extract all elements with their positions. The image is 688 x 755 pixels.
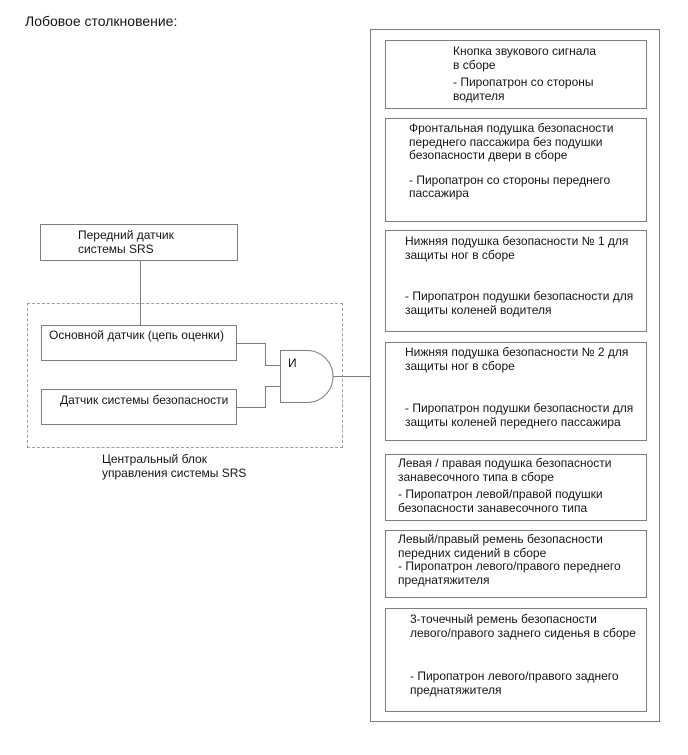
output-text-line: Левый/правый ремень безопасности [398,532,603,546]
output-text-line: защиты ног в сборе [405,358,515,373]
page-title: Лобовое столкновение: [25,13,178,29]
output-text-line: водителя [453,88,505,103]
output-text-line: Левая / правая подушка безопасности [398,456,612,470]
front-sensor-label-line: системы SRS [78,241,154,256]
output-box-front-seat-belt-pretensioner [385,530,647,598]
output-text-line: Нижняя подушка безопасности № 1 для [405,234,629,248]
wire-gate-output [333,376,370,377]
output-text-line: переднего пассажира без подушки [409,134,603,149]
wire-main-sensor [265,343,266,366]
output-text-line: - Пиропатрон подушки безопасности для [405,401,634,415]
wire-safing-sensor [237,407,266,408]
output-text-line: - Пиропатрон левого/правого заднего [410,669,619,683]
output-text-line: безопасности двери в сборе [409,148,568,162]
output-text-line: защиты ног в сборе [405,247,515,262]
output-text-line: Нижняя подушка безопасности № 2 для [405,345,629,359]
output-text-line: Кнопка звукового сигнала [453,44,597,58]
output-text-line: Фронтальная подушка безопасности [409,121,614,135]
output-text-line: - Пиропатрон подушки безопасности для [405,289,634,303]
ecu-caption-line: управления системы SRS [102,466,247,480]
output-box-curtain-airbag [385,454,647,521]
front-sensor-label-line: Передний датчик [78,228,174,242]
output-text-line: - Пиропатрон левой/правой подушки [398,487,603,501]
safing-sensor-label: Датчик системы безопасности [60,393,229,407]
output-text-line: защиты коленей переднего пассажира [405,414,621,429]
output-text-line: безопасности занавесочного типа [398,500,588,515]
output-text-line: пассажира [409,186,469,200]
output-text-line: - Пиропатрон со стороны [453,75,594,89]
main-sensor-box [41,325,237,361]
output-box-knee-airbag-1 [385,230,647,332]
output-text-line: - Пиропатрон левого/правого переднего [398,559,621,573]
and-gate-label: И [288,356,297,370]
output-text-line: занавесочного типа в сборе [398,469,554,484]
front-sensor-box [40,224,238,261]
output-box-front-passenger-airbag [385,118,647,222]
wire-main-sensor [237,343,266,344]
output-text-line: левого/правого заднего сиденья в сборе [410,625,636,640]
output-text-line: - Пиропатрон со стороны переднего [409,172,611,187]
safing-sensor-box [41,389,237,425]
output-box-rear-seat-belt-pretensioner [385,608,647,712]
ecu-caption-line: Центральный блок [102,452,207,466]
output-text-line: передних сидений в сборе [398,545,547,560]
wire-main-sensor [265,365,281,366]
output-box-knee-airbag-2 [385,342,647,441]
output-text-line: 3-точечный ремень безопасности [410,612,597,626]
output-text-line: защиты коленей водителя [405,302,552,317]
wire-safing-sensor [265,386,281,387]
output-text-line: в сборе [453,57,496,72]
output-box-horn-button-assembly [385,40,647,109]
output-text-line: преднатяжителя [398,572,490,587]
ecu-caption [102,452,246,480]
output-text-line: преднатяжителя [410,682,502,697]
wire-safing-sensor [265,386,266,408]
main-sensor-label: Основной датчик (цепь оценки) [49,328,224,342]
